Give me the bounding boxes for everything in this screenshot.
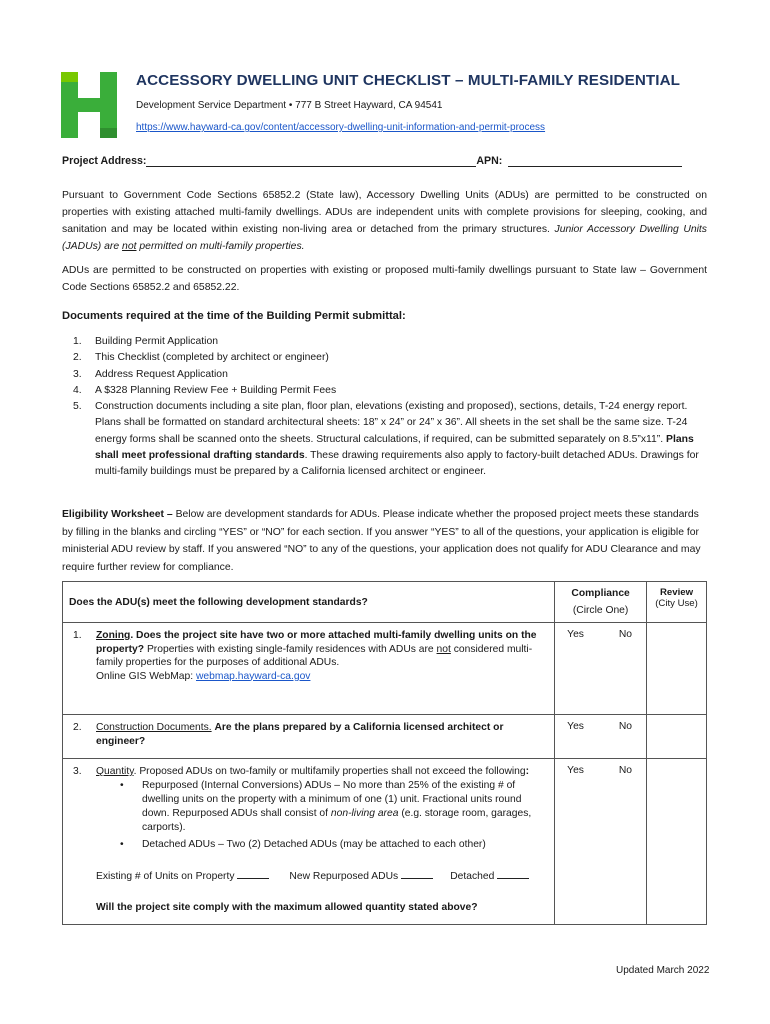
- documents-list: [62, 334, 707, 481]
- row-question: Are the plans prepared by a California licensed architect or engineer?: [96, 722, 504, 747]
- jadu-text-end: permitted on multi-family properties.: [139, 241, 305, 252]
- eligibility-paragraph: [62, 506, 707, 576]
- page-title: ACCESSORY DWELLING UNIT CHECKLIST – MULTI-FAMILY RESIDENTIAL: [136, 72, 681, 89]
- no-option[interactable]: No: [618, 765, 633, 776]
- repurposed-adus-field[interactable]: [401, 869, 433, 879]
- table-row: [63, 715, 707, 759]
- list-text: A $328 Planning Review Fee + Building Permit Fees: [95, 384, 337, 396]
- compliance-header: [555, 582, 647, 623]
- yes-option[interactable]: Yes: [567, 765, 584, 776]
- row-number: 1.: [73, 630, 82, 641]
- construction-question: [63, 715, 555, 759]
- list-item: [62, 383, 707, 399]
- yes-option[interactable]: Yes: [567, 721, 584, 732]
- bullet-repurposed: Repurposed (Internal Conversions) ADUs – No more than 25% of the existing # of dwelling units on the property with a minimum of one (1) unit. Fractional units round down. Repurposed ADUs shall consist of: [142, 780, 522, 819]
- yes-option[interactable]: Yes: [567, 629, 584, 640]
- row-not: not: [436, 643, 451, 655]
- row-label: Quantity: [96, 766, 134, 777]
- hayward-logo: [61, 72, 117, 138]
- table-row: [63, 623, 707, 715]
- review-sub: (City Use): [655, 598, 698, 609]
- compliance-cell: [555, 759, 647, 925]
- compliance-sub: (Circle One): [572, 605, 629, 616]
- list-item: [62, 334, 707, 350]
- bullet-detached: Detached ADUs – Two (2) Detached ADUs (may be attached to each other): [142, 839, 486, 850]
- updated-date: Updated March 2022: [616, 965, 710, 976]
- row-question: . Does the project site have two or more attached multi-family dwelling units on the property?: [96, 630, 537, 655]
- review-cell: [647, 759, 707, 925]
- jadu-not: not: [122, 241, 137, 252]
- jadu-text: Junior Accessory Dwelling Units (JADUs) are: [62, 224, 707, 252]
- list-number: 1.: [73, 336, 82, 347]
- eligibility-text: Below are development standards for ADUs. Please indicate whether the proposed project meets these standards by filling in the blanks and circling “YES” or “NO” for each section. If you answer “YES” to all of the questions, your application is eligible for ministerial ADU review by staff. If you answered “NO” to any of the questions, your application does not qualify for ADU Clearance and may require further review for compliance.: [62, 509, 701, 573]
- drafting-standards: Plans shall meet professional drafting standards: [95, 433, 694, 462]
- list-item: [62, 399, 707, 480]
- row-number: 2.: [73, 722, 82, 733]
- compliance-title: Compliance: [571, 588, 630, 599]
- review-cell: [647, 623, 707, 715]
- detached-label: Detached: [450, 871, 495, 882]
- bullet-repurposed-end: (e.g. storage room, garages, carports).: [142, 808, 532, 833]
- gis-label: Online GIS WebMap:: [96, 670, 194, 682]
- project-address-label: Project Address:: [62, 155, 147, 167]
- row-text-end: considered multi-family properties for the purposes of additional ADUs.: [96, 643, 533, 668]
- detached-field[interactable]: [497, 869, 529, 879]
- intro-paragraph-2: ADUs are permitted to be constructed on properties with existing or proposed multi-family dwellings pursuant to State law – Government Code Sections 65852.2 and 65852.22.: [62, 265, 707, 293]
- review-header: [647, 582, 707, 623]
- list-number: 4.: [73, 384, 82, 396]
- gis-link[interactable]: webmap.hayward-ca.gov: [195, 670, 311, 682]
- question-header: Does the ADU(s) meet the following development standards?: [63, 582, 555, 623]
- row-label: Zoning: [96, 630, 131, 641]
- eligibility-table: [62, 581, 707, 925]
- list-number: 3.: [73, 368, 82, 380]
- row-number: 3.: [73, 766, 82, 777]
- existing-units-label: Existing # of Units on Property: [96, 871, 235, 882]
- repurposed-adus-label: New Repurposed ADUs: [289, 871, 399, 882]
- apn-label: APN:: [476, 155, 503, 167]
- list-text: Construction documents including a site plan, floor plan, elevations (existing and proposed), sections, details, T-24 energy report. Plans shall be formatted on standard architectural sheets: 18” x 24” or 24” x 36”. All sheets in the set shall be the same size. T-24 energy forms shall be scanned onto the sheets. Structural calculations, if required, can be submitted separately on 8.5”x11”.: [95, 401, 688, 445]
- table-row: [63, 759, 707, 925]
- list-number: 5.: [73, 401, 82, 413]
- project-fields-row: [62, 155, 707, 167]
- quantity-question: 3. Quantity. Proposed ADUs on two-family or multifamily properties shall not exceed the following: • Repurposed (Internal Conversions) ADUs – No more than 25% of the existing # of dwelling units on the property with a minimum of one (1) unit. Fractional units round down. Repurposed ADUs shall consist of non-living area (e.g. storage room, garages, carports). • Detached ADUs – Two (2) Detached ADUs (may be attached to each other) Existing # of Units on Property New Repurposed ADUs Detached Will the project site comply with the maximum allowed quantity stated above?: [63, 759, 555, 925]
- list-item: [62, 350, 707, 366]
- list-text: This Checklist (completed by architect or engineer): [95, 352, 329, 364]
- no-option[interactable]: No: [618, 721, 633, 732]
- quantity-fields: [96, 869, 548, 884]
- department-address: Development Service Department • 777 B Street Hayward, CA 94541: [136, 100, 443, 111]
- list-text: Address Request Application: [95, 368, 228, 380]
- intro-text: Pursuant to Government Code Sections 65852.2 (State law), Accessory Dwelling Units (ADUs) are permitted to be constructed on properties with existing attached multi-family dwellings. ADUs are independent units with complete provisions for sleeping, cooking, and sanitation and may be located within existing non-living area or detached from the primary structures.: [62, 190, 707, 235]
- documents-heading: Documents required at the time of the Building Permit submittal:: [62, 310, 406, 322]
- non-living-area: non-living area: [330, 808, 399, 819]
- review-cell: [647, 715, 707, 759]
- existing-units-field[interactable]: [237, 869, 269, 879]
- project-address-field[interactable]: [146, 156, 476, 167]
- eligibility-heading: Eligibility Worksheet –: [62, 509, 173, 520]
- list-text-end: . These drawing requirements also apply to factory-built detached ADUs. Drawings for multi-family buildings must be prepared by a California licensed architect or engineer.: [95, 450, 699, 478]
- apn-field[interactable]: [508, 156, 682, 167]
- no-option[interactable]: No: [618, 629, 633, 640]
- info-link[interactable]: https://www.hayward-ca.gov/content/accessory-dwelling-unit-information-and-permit-process: [136, 122, 546, 133]
- table-header-row: [63, 582, 707, 623]
- quantity-comply-question: Will the project site comply with the maximum allowed quantity stated above?: [96, 902, 478, 913]
- row-colon: :: [525, 766, 530, 777]
- list-item: [62, 367, 707, 383]
- row-text: Properties with existing single-family residences with ADUs are: [146, 643, 434, 655]
- row-label: Construction Documents.: [96, 722, 212, 733]
- row-text: . Proposed ADUs on two-family or multifamily properties shall not exceed the following: [133, 766, 526, 777]
- compliance-cell: [555, 623, 647, 715]
- list-number: 2.: [73, 352, 82, 364]
- compliance-cell: [555, 715, 647, 759]
- list-text: Building Permit Application: [95, 336, 219, 347]
- zoning-question: [63, 623, 555, 715]
- intro-paragraph-1: [62, 187, 707, 255]
- review-title: Review: [659, 587, 694, 598]
